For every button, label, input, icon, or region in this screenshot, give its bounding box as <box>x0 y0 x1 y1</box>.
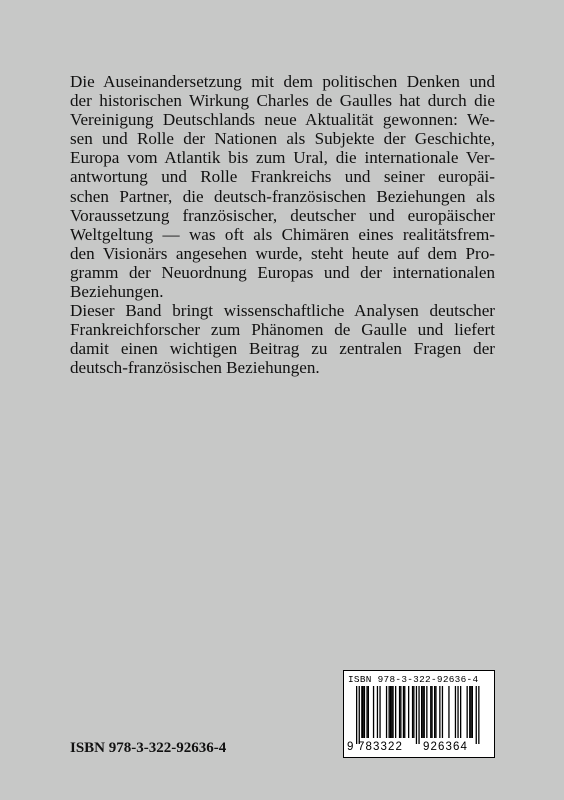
blurb-line: sen und Rolle der Nationen als Subjekte der Geschichte, <box>70 129 495 149</box>
blurb-line: Europa vom Atlantik bis zum Ural, die internationale Ver- <box>70 148 495 168</box>
blurb-line: Die Auseinandersetzung mit dem politischen Denken und <box>70 72 495 91</box>
blurb-line: den Visionärs angesehen wurde, steht heute auf dem Pro- <box>70 243 495 263</box>
blurb-line: Voraussetzung französischer, deutscher und europäischer <box>70 205 495 225</box>
barcode-bar <box>416 686 417 744</box>
barcode-bar <box>368 686 369 738</box>
barcode-bar <box>390 686 391 738</box>
blurb-line: Weltgeltung — was oft als Chimären eines realitätsfrem- <box>70 224 495 244</box>
barcode-bar <box>395 686 396 738</box>
barcode-bar <box>377 686 378 738</box>
blurb-line: schen Partner, die deutsch-französischen Beziehungen als <box>70 186 495 206</box>
barcode-bar <box>413 686 414 738</box>
barcode-bar <box>400 686 401 738</box>
blurb-line: Vereinigung Deutschlands neue Aktualität gewonnen: We- <box>70 110 495 130</box>
barcode-bar <box>404 686 405 738</box>
blurb-line: Frankreichforscher zum Phänomen de Gaulle und liefert <box>70 320 495 340</box>
barcode-bar <box>408 686 409 738</box>
barcode-bar <box>364 686 365 738</box>
barcode-bar <box>412 686 413 738</box>
barcode-bar <box>434 686 435 738</box>
barcode-bar <box>439 686 440 738</box>
barcode-bar <box>373 686 374 738</box>
blurb-line: gramm der Neuordnung Europas und der internationalen <box>70 262 495 282</box>
barcode-bar <box>379 686 380 738</box>
barcode-bar <box>448 686 449 738</box>
barcode-bar <box>356 686 357 744</box>
barcode-bar <box>435 686 436 738</box>
barcode-bar <box>424 686 425 738</box>
barcode-bar <box>391 686 392 738</box>
blurb-line: deutsch-französischen Beziehungen. <box>70 358 320 378</box>
barcode-bar <box>442 686 443 738</box>
barcode-bar <box>421 686 422 738</box>
barcode-box <box>343 670 495 758</box>
barcode-bar <box>426 686 427 738</box>
isbn-label: ISBN 978-3-322-92636-4 <box>70 740 227 756</box>
barcode-bar <box>363 686 364 738</box>
barcode-bar <box>431 686 432 738</box>
barcode-bar <box>470 686 471 738</box>
barcode-bar <box>467 686 468 738</box>
barcode-bar <box>359 686 360 744</box>
barcode-bar <box>460 686 461 738</box>
barcode-icon <box>347 686 493 744</box>
barcode-bar <box>430 686 431 738</box>
barcode-bar <box>457 686 458 738</box>
barcode-bar <box>469 686 470 738</box>
barcode-bar <box>366 686 367 738</box>
blurb-line: antwortung und Rolle Frankreichs und seiner europäi- <box>70 167 495 187</box>
barcode-bar <box>418 686 419 744</box>
barcode-bar <box>386 686 387 738</box>
barcode-bar <box>392 686 393 738</box>
barcode-digits-left: 783322 <box>358 741 403 753</box>
blurb-text <box>70 72 495 378</box>
barcode-bar <box>403 686 404 738</box>
barcode-bar <box>422 686 423 738</box>
blurb-line: damit einen wichtigen Beitrag zu zentralen Fragen der <box>70 339 495 359</box>
barcode-bar <box>455 686 456 738</box>
barcode-isbn-text: ISBN 978-3-322-92636-4 <box>348 674 479 685</box>
barcode-bar <box>476 686 477 744</box>
barcode-bar <box>389 686 390 738</box>
barcode-bar <box>478 686 479 744</box>
barcode-bar <box>361 686 362 738</box>
blurb-line: Beziehungen. <box>70 282 164 302</box>
barcode-digit-first: 9 <box>347 741 354 753</box>
barcode-bar <box>472 686 473 738</box>
blurb-line: der historischen Wirkung Charles de Gaulles hat durch die <box>70 91 495 111</box>
blurb-line: Dieser Band bringt wissenschaftliche Analysen deutscher <box>70 301 495 321</box>
barcode-digits-right: 926364 <box>423 741 468 753</box>
barcode-bar <box>399 686 400 738</box>
